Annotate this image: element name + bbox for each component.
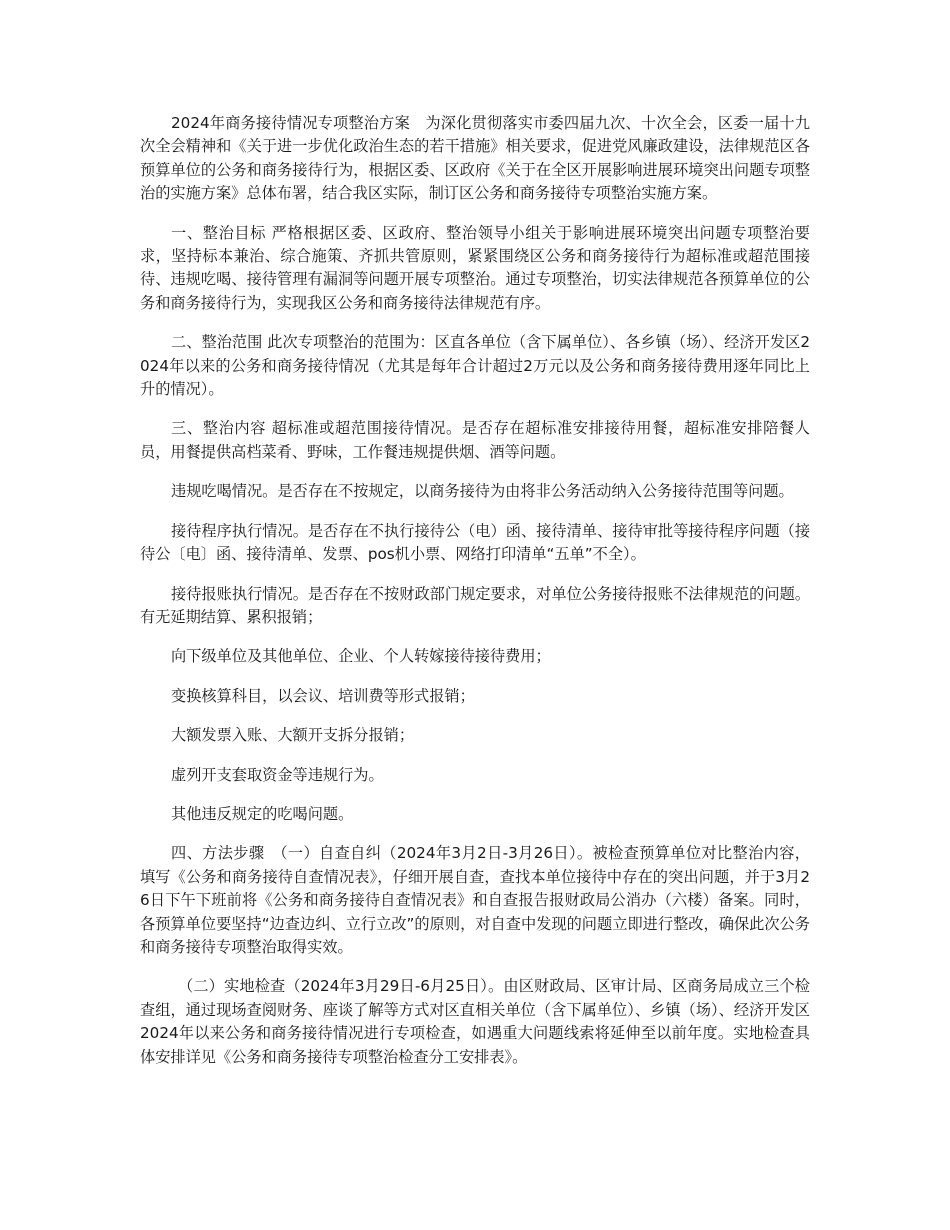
list-item-accounting: 变换核算科目，以会议、培训费等形式报销； <box>171 686 475 705</box>
paragraph-violation: 违规吃喝情况。是否存在不按规定，以商务接待为由将非公务活动纳入公务接待范围等问题。 <box>171 482 794 501</box>
list-item-other: 其他违反规定的吃喝问题。 <box>171 804 354 823</box>
paragraph-method-field-check: （二）实地检查（2024年3月29日-6月25日）。由区财政局、区审计局、区商务局成立三个检查组，通过现场查阅财务、座谈了解等方式对区直相关单位（含下属单位）、乡镇（场）、经济开发区2024年以来公务和商务接待情况进行专项检查，如遇重大问题线索将延伸至以前年度。实地检查具体安排详见《公务和商务接待专项整治检查分工安排表》。 <box>140 977 810 1066</box>
paragraph-goal: 一、整治目标 严格根据区委、区政府、整治领导小组关于影响进展环境突出问题专项整治要求，坚持标本兼治、综合施策、齐抓共管原则，紧紧围绕区公务和商务接待行为超标准或超范围接待、违规吃喝、接待管理有漏洞等问题开展专项整治。通过专项整治，切实法律规范各预算单位的公务和商务接待行为，实现我区公务和商务接待法律规范有序。 <box>140 223 810 312</box>
list-item-transfer: 向下级单位及其他单位、企业、个人转嫁接待接待费用； <box>171 647 551 666</box>
list-item-invoice: 大额发票入账、大额开支拆分报销； <box>171 726 414 745</box>
paragraph-procedure: 接待程序执行情况。是否存在不执行接待公（电）函、接待清单、接待审批等接待程序问题（接待公〔电〕函、接待清单、发票、pos机小票、网络打印清单“五单”不全）。 <box>140 521 810 564</box>
paragraph-method-self-check: 四、方法步骤 （一）自查自纠（2024年3月2日-3月26日）。被检查预算单位对比整治内容，填写《公务和商务接待自查情况表》，仔细开展自查，查找本单位接待中存在的突出问题，并于3月26日下午下班前将《公务和商务接待自查情况表》和自查报告报财政局公消办（六楼）备案。同时，各预算单位要坚持“边查边纠、立行立改”的原则，对自查中发现的问题立即进行整改，确保此次公务和商务接待专项整治取得实效。 <box>140 844 810 956</box>
paragraph-content: 三、整治内容 超标准或超范围接待情况。是否存在超标准安排接待用餐，超标准安排陪餐人员，用餐提供高档菜肴、野味，工作餐违规提供烟、酒等问题。 <box>140 419 810 461</box>
list-item-false-expense: 虚列开支套取资金等违规行为。 <box>171 765 384 784</box>
paragraph-reimbursement: 接待报账执行情况。是否存在不按财政部门规定要求，对单位公务接待报账不法律规范的问题。有无延期结算、累积报销； <box>140 584 810 626</box>
paragraph-intro: 2024年商务接待情况专项整治方案 为深化贯彻落实市委四届九次、十次全会，区委一届十九次全会精神和《关于进一步优化政治生态的若干措施》相关要求，促进党风廉政建设，法律规范区各预算单位的公务和商务接待行为，根据区委、区政府《关于在全区开展影响进展环境突出问题专项整治的实施方案》总体布署，结合我区实际，制订区公务和商务接待专项整治实施方案。 <box>140 114 810 203</box>
paragraph-scope: 二、整治范围 此次专项整治的范围为：区直各单位（含下属单位）、各乡镇（场）、经济开发区2024年以来的公务和商务接待情况（尤其是每年合计超过2万元以及公务和商务接待费用逐年同比上升的情况）。 <box>140 333 810 399</box>
